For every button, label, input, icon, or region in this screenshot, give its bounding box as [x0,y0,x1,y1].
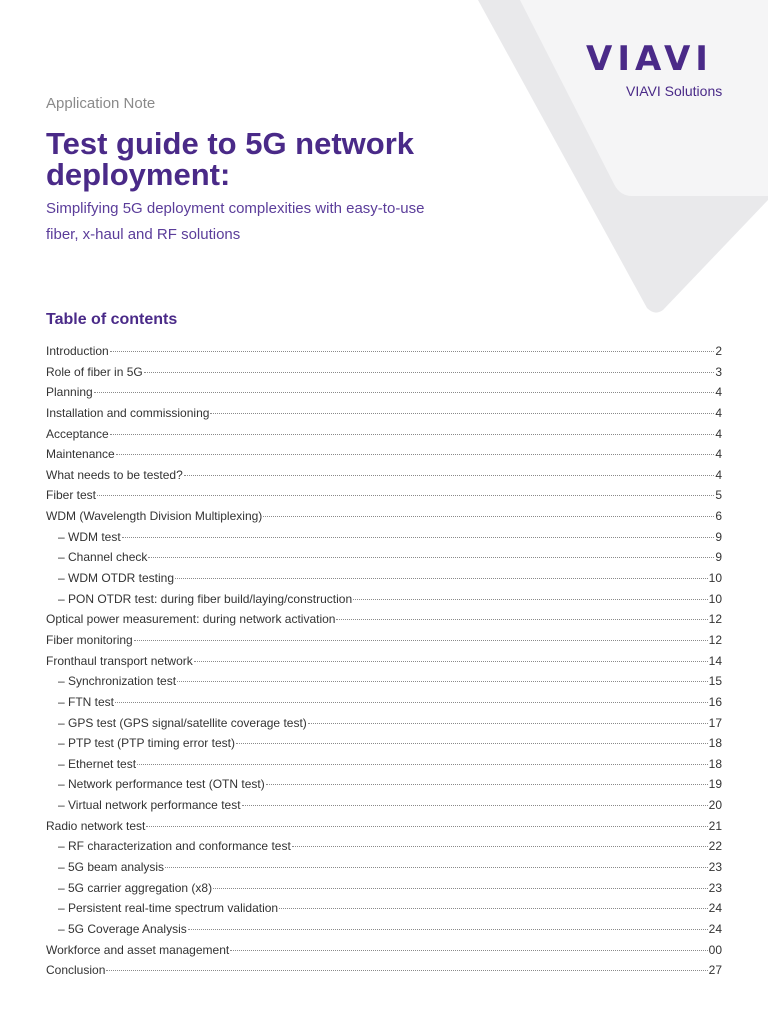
toc-entry[interactable] [46,651,722,672]
toc-heading: Table of contents [46,311,178,328]
toc-dot-leader [213,888,708,889]
toc-entry-page-number: 9 [715,529,722,544]
toc-entry-label: – RF characterization and conformance test [58,839,291,854]
toc-entry-page-number: 21 [708,818,722,833]
toc-dot-leader [194,661,708,662]
toc-entry-page-number: 17 [708,715,722,730]
toc-dot-leader [279,908,708,909]
toc-entry-page-number: 4 [715,385,722,400]
toc-dot-leader [116,454,715,455]
toc-entry[interactable] [46,836,722,857]
toc-dot-leader [236,743,708,744]
toc-entry-label: – WDM test [58,529,121,544]
toc-entry[interactable] [46,630,722,651]
toc-entry[interactable] [46,403,722,424]
viavi-logo: VIAVI [586,39,713,79]
toc-entry-label: Optical power measurement: during network activation [46,612,336,627]
toc-entry[interactable] [46,506,722,527]
toc-entry[interactable] [46,733,722,754]
toc-entry-label: – 5G Coverage Analysis [58,921,187,936]
toc-dot-leader [292,846,708,847]
toc-dot-leader [94,392,715,393]
table-of-contents [46,341,722,981]
toc-entry[interactable] [46,692,722,713]
toc-entry[interactable] [46,465,722,486]
toc-entry-label: Acceptance [46,426,109,441]
toc-entry-label: Installation and commissioning [46,405,210,420]
toc-entry[interactable] [46,754,722,775]
toc-dot-leader [122,537,715,538]
toc-entry-page-number: 23 [708,860,722,875]
toc-dot-leader [146,826,707,827]
toc-entry-page-number: 00 [708,942,722,957]
toc-dot-leader [97,495,714,496]
toc-dot-leader [165,867,708,868]
toc-entry-label: – Virtual network performance test [58,798,241,813]
toc-entry-page-number: 12 [708,632,722,647]
toc-entry-label: Role of fiber in 5G [46,364,143,379]
toc-entry-label: WDM (Wavelength Division Multiplexing) [46,509,263,524]
toc-entry-page-number: 4 [715,447,722,462]
toc-dot-leader [263,516,714,517]
toc-entry[interactable] [46,795,722,816]
toc-entry-label: Fronthaul transport network [46,653,193,668]
toc-entry-page-number: 4 [715,405,722,420]
toc-entry[interactable] [46,816,722,837]
toc-entry-label: – PTP test (PTP timing error test) [58,736,235,751]
toc-entry[interactable] [46,527,722,548]
toc-entry[interactable] [46,774,722,795]
company-name: VIAVI Solutions [626,83,723,99]
toc-entry-page-number: 10 [708,591,722,606]
toc-entry[interactable] [46,424,722,445]
toc-entry-label: – Synchronization test [58,674,177,689]
toc-entry[interactable] [46,444,722,465]
toc-entry-label: – Channel check [58,550,148,565]
toc-entry-label: – Ethernet test [58,756,137,771]
toc-dot-leader [308,723,708,724]
toc-entry-label: Maintenance [46,447,115,462]
toc-entry[interactable] [46,919,722,940]
toc-dot-leader [110,434,715,435]
toc-entry-page-number: 6 [715,509,722,524]
document-type: Application Note [46,95,156,112]
toc-entry[interactable] [46,960,722,981]
toc-entry-page-number: 5 [715,488,722,503]
toc-entry-label: – Network performance test (OTN test) [58,777,265,792]
toc-dot-leader [188,929,708,930]
toc-entry-page-number: 4 [715,467,722,482]
toc-entry-page-number: 12 [708,612,722,627]
toc-entry-page-number: 14 [708,653,722,668]
toc-entry-label: Fiber test [46,488,97,503]
toc-entry-page-number: 15 [708,674,722,689]
toc-dot-leader [115,702,708,703]
toc-entry-page-number: 22 [708,839,722,854]
toc-dot-leader [175,578,708,579]
toc-entry-page-number: 10 [708,571,722,586]
toc-entry[interactable] [46,878,722,899]
toc-entry[interactable] [46,609,722,630]
toc-entry-page-number: 24 [708,901,722,916]
toc-entry[interactable] [46,589,722,610]
toc-dot-leader [242,805,708,806]
toc-entry[interactable] [46,940,722,961]
toc-entry-label: – WDM OTDR testing [58,571,175,586]
toc-entry-page-number: 23 [708,880,722,895]
toc-dot-leader [106,970,707,971]
toc-entry-page-number: 4 [715,426,722,441]
toc-entry[interactable] [46,713,722,734]
toc-dot-leader [110,351,715,352]
toc-entry-label: Workforce and asset management [46,942,230,957]
toc-entry[interactable] [46,485,722,506]
toc-entry-label: What needs to be tested? [46,467,183,482]
toc-dot-leader [144,372,715,373]
toc-entry-page-number: 19 [708,777,722,792]
toc-entry-page-number: 16 [708,694,722,709]
toc-entry-page-number: 2 [715,344,722,358]
toc-entry-page-number: 18 [708,736,722,751]
toc-entry-label: Planning [46,385,93,400]
toc-dot-leader [210,413,714,414]
toc-entry[interactable] [46,362,722,383]
toc-entry[interactable] [46,857,722,878]
toc-entry-label: – Persistent real-time spectrum validation [58,901,279,916]
toc-entry-label: Conclusion [46,963,106,978]
toc-entry-label: – 5G carrier aggregation (x8) [58,880,213,895]
toc-entry-label: – PON OTDR test: during fiber build/laying/construction [58,591,353,606]
toc-dot-leader [266,784,708,785]
toc-entry-label: Fiber monitoring [46,632,133,647]
toc-entry-label: – GPS test (GPS signal/satellite coverage test) [58,715,307,730]
toc-entry-page-number: 27 [708,963,722,978]
toc-dot-leader [353,599,708,600]
toc-entry-label: – 5G beam analysis [58,860,165,875]
toc-dot-leader [184,475,715,476]
toc-entry-label: Introduction [46,344,109,358]
toc-dot-leader [177,681,708,682]
toc-entry-page-number: 24 [708,921,722,936]
toc-entry[interactable] [46,568,722,589]
toc-dot-leader [336,619,707,620]
toc-entry[interactable] [46,547,722,568]
toc-entry-page-number: 18 [708,756,722,771]
page-subtitle: Simplifying 5G deployment complexities with easy-to-use fiber, x-haul and RF solutions [46,200,425,243]
toc-entry-label: Radio network test [46,818,146,833]
toc-entry[interactable] [46,341,722,362]
toc-entry-label: – FTN test [58,694,115,709]
toc-entry-page-number: 9 [715,550,722,565]
toc-entry[interactable] [46,382,722,403]
toc-dot-leader [148,557,714,558]
toc-entry-page-number: 3 [715,364,722,379]
toc-dot-leader [134,640,708,641]
toc-dot-leader [230,950,707,951]
toc-entry[interactable] [46,671,722,692]
toc-entry-page-number: 20 [708,798,722,813]
toc-entry[interactable] [46,898,722,919]
toc-dot-leader [137,764,708,765]
page-title: Test guide to 5G network deployment: [46,126,415,192]
